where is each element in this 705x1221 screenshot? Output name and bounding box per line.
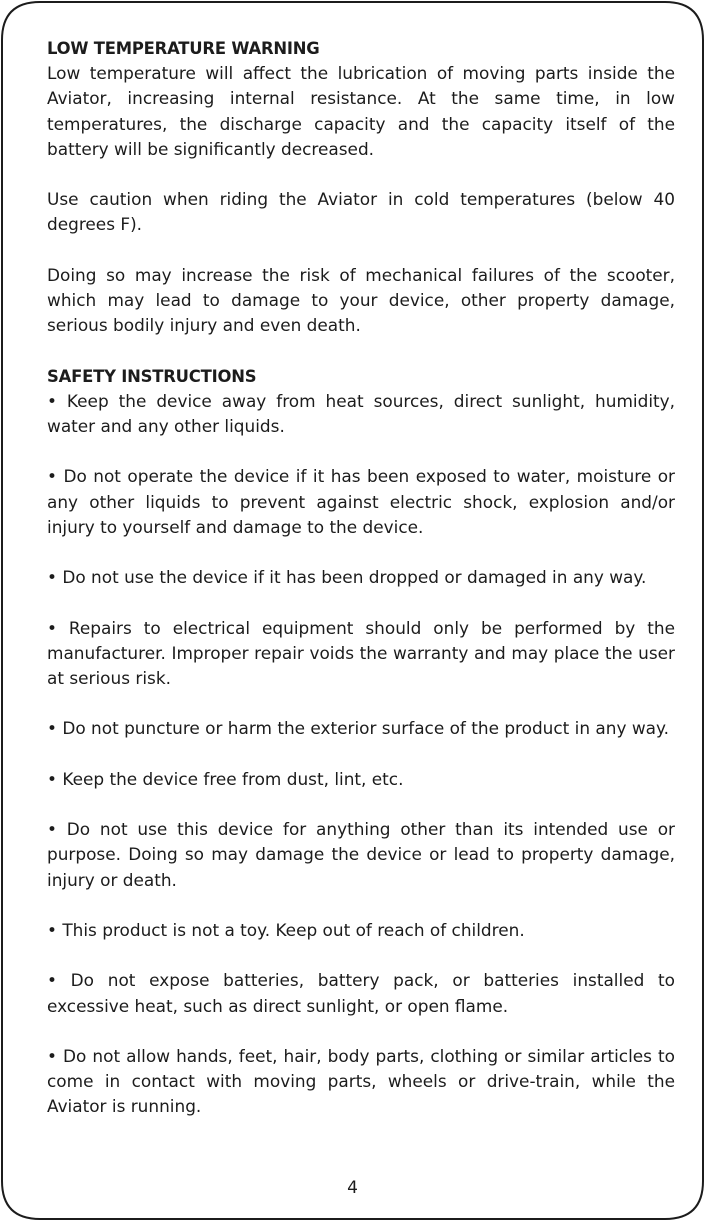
safety-instruction-item: • Do not use the device if it has been dropped or damaged in any way.: [47, 567, 647, 588]
safety-instruction-item: • This product is not a toy. Keep out of reach of children.: [47, 919, 525, 940]
safety-instruction-item: • Do not puncture or harm the exterior surface of the product in any way.: [47, 718, 669, 739]
low-temperature-paragraph: Use caution when riding the Aviator in cold temperatures (below 40 degrees F).: [47, 189, 675, 235]
safety-instruction-item: • Do not allow hands, feet, hair, body parts, clothing or similar articles to come in contact with moving parts, wheels or drive-train, while the Aviator is running.: [47, 1045, 675, 1117]
page-content: [47, 36, 675, 1120]
page-number: 4: [347, 1178, 358, 1198]
safety-instructions-heading: SAFETY INSTRUCTIONS: [47, 366, 257, 386]
safety-instruction-item: • Do not operate the device if it has been exposed to water, moisture or any other liquids to prevent against electric shock, explosion and/or injury to yourself and damage to the device.: [47, 466, 675, 537]
safety-instruction-item: • Do not use this device for anything other than its intended use or purpose. Doing so may damage the device or lead to property damage, injury or death.: [47, 819, 675, 890]
safety-instruction-item: • Keep the device free from dust, lint, etc.: [47, 768, 404, 789]
low-temperature-paragraph: Doing so may increase the risk of mechanical failures of the scooter, which may lead to damage to your device, other property damage, serious bodily injury and even death.: [47, 264, 675, 336]
safety-instruction-item: • Do not expose batteries, battery pack, or batteries installed to excessive heat, such as direct sunlight, or open flame.: [47, 970, 675, 1016]
low-temperature-heading: LOW TEMPERATURE WARNING: [47, 39, 320, 58]
safety-instruction-item: • Repairs to electrical equipment should only be performed by the manufacturer. Improper repair voids the warranty and may place the user at serious risk.: [47, 617, 675, 688]
safety-instruction-item: • Keep the device away from heat sources, direct sunlight, humidity, water and any other liquids.: [47, 390, 675, 436]
low-temperature-paragraph: Low temperature will affect the lubrication of moving parts inside the Aviator, increasing internal resistance. At the same time, in low temperatures, the discharge capacity and the capacity itself of the battery will be significantly decreased.: [47, 63, 675, 159]
